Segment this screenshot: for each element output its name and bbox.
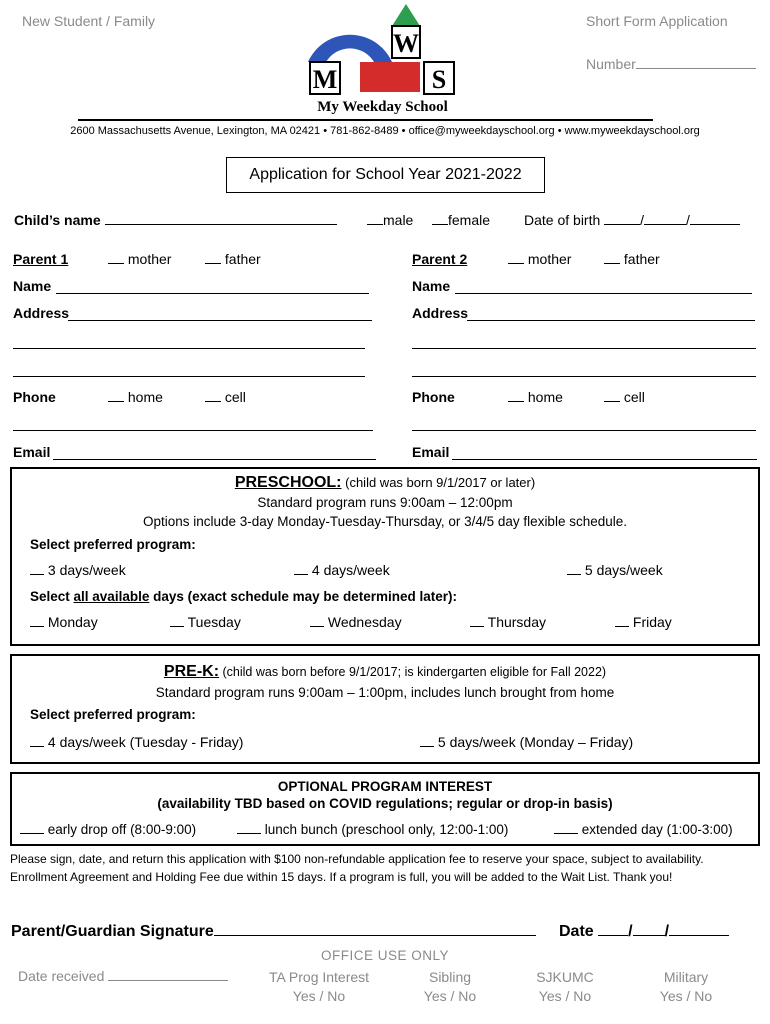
- parent1-address-line3[interactable]: [13, 376, 365, 377]
- male-label: male: [383, 212, 414, 228]
- date-of-birth-field[interactable]: Date of birth / /: [524, 212, 740, 228]
- preschool-wednesday-option[interactable]: [310, 614, 402, 630]
- military-label: Military: [663, 969, 709, 985]
- preschool-monday-option[interactable]: [30, 614, 98, 630]
- parent1-name-line[interactable]: [56, 293, 369, 294]
- parent1-father-label: father: [224, 251, 261, 267]
- prek-select-label: Select preferred program:: [30, 707, 196, 722]
- logo-letter-s: S: [431, 65, 447, 94]
- parent2-phone-line[interactable]: [412, 430, 756, 431]
- parent1-address-label: Address: [13, 305, 70, 321]
- lunch-bunch-option[interactable]: [237, 822, 508, 837]
- new-student-label: New Student / Family: [22, 13, 156, 29]
- military-value[interactable]: Yes / No: [659, 988, 713, 1004]
- wednesday-label: Wednesday: [327, 614, 402, 630]
- lunch-bunch-label: lunch bunch (preschool only, 12:00-1:00): [264, 822, 509, 837]
- office-use-heading: OFFICE USE ONLY: [320, 948, 450, 963]
- preschool-4days-label: 4 days/week: [311, 562, 390, 578]
- preschool-line2: Options include 3-day Monday-Tuesday-Thursday, or 3/4/5 day flexible schedule.: [142, 514, 627, 529]
- preschool-heading: PRESCHOOL:: [234, 474, 342, 491]
- preschool-5days-label: 5 days/week: [584, 562, 663, 578]
- thursday-label: Thursday: [487, 614, 546, 630]
- date-received-label: Date received: [18, 968, 105, 984]
- parent1-name-label: Name: [13, 278, 52, 294]
- logo-letter-w: W: [393, 29, 419, 58]
- parent2-home-option[interactable]: [508, 389, 563, 405]
- parent1-father-option[interactable]: [205, 251, 261, 267]
- parent1-address-line1[interactable]: [68, 320, 372, 321]
- parent1-address-line2[interactable]: [13, 348, 365, 349]
- parent1-phone-line[interactable]: [13, 430, 373, 431]
- logo-letter-m: M: [312, 65, 338, 94]
- early-drop-off-option[interactable]: [20, 822, 196, 837]
- preschool-days-label: Select all available days (exact schedule may be determined later):: [30, 589, 457, 604]
- ta-prog-interest-value[interactable]: Yes / No: [292, 988, 346, 1004]
- tuesday-label: Tuesday: [187, 614, 241, 630]
- friday-label: Friday: [632, 614, 672, 630]
- instructions-text: Please sign, date, and return this application with $100 non-refundable application fee to reserve your space, subject to availability. Enrollment Agreement and Holding Fee due within 15 days. If a program is full, you will be added to the Wait List. Thank you!: [10, 852, 704, 884]
- parent1-heading: Parent 1: [13, 251, 69, 267]
- preschool-3days-option[interactable]: [30, 562, 126, 578]
- preschool-thursday-option[interactable]: [470, 614, 546, 630]
- preschool-4days-option[interactable]: [294, 562, 390, 578]
- prek-heading-line: [10, 663, 760, 681]
- parent2-cell-option[interactable]: [604, 389, 645, 405]
- parent1-cell-label: cell: [224, 389, 246, 405]
- office-col-ta: [250, 968, 388, 1006]
- prek-line1: Standard program runs 9:00am – 1:00pm, includes lunch brought from home: [155, 685, 615, 700]
- prek-heading-note: (child was born before 9/1/2017; is kindergarten eligible for Fall 2022): [222, 665, 607, 679]
- parent2-name-label: Name: [412, 278, 451, 294]
- parent2-mother-option[interactable]: [508, 251, 571, 267]
- parent2-address-line1[interactable]: [467, 320, 755, 321]
- extended-day-label: extended day (1:00-3:00): [581, 822, 733, 837]
- preschool-line1: Standard program runs 9:00am – 12:00pm: [257, 495, 513, 510]
- parent2-home-label: home: [527, 389, 563, 405]
- signature-field[interactable]: [11, 923, 536, 941]
- preschool-select-label: Select preferred program:: [30, 537, 196, 552]
- office-col-sibling: [400, 968, 500, 1006]
- parent1-mother-label: mother: [127, 251, 172, 267]
- signature-label: Parent/Guardian Signature: [11, 923, 214, 940]
- early-drop-off-label: early drop off (8:00-9:00): [47, 822, 197, 837]
- prek-4days-option[interactable]: [30, 734, 243, 750]
- page-title: Application for School Year 2021-2022: [226, 157, 545, 193]
- ta-prog-interest-label: TA Prog Interest: [268, 969, 370, 985]
- sjkumc-value[interactable]: Yes / No: [538, 988, 592, 1004]
- number-label: Number: [586, 56, 636, 72]
- parent2-address-line3[interactable]: [412, 376, 756, 377]
- short-form-label: Short Form Application: [586, 13, 728, 29]
- parent2-email-line[interactable]: [452, 459, 757, 460]
- female-label: female: [448, 212, 491, 228]
- optional-subheading: (availability TBD based on COVID regulations; regular or drop-in basis): [157, 796, 613, 811]
- number-field[interactable]: [586, 56, 756, 72]
- parent2-heading: Parent 2: [412, 251, 468, 267]
- prek-4days-label: 4 days/week (Tuesday - Friday): [47, 734, 244, 750]
- parent1-cell-option[interactable]: [205, 389, 246, 405]
- office-col-sjkumc: [515, 968, 615, 1006]
- header-rule: [78, 119, 653, 121]
- child-name-field[interactable]: [14, 212, 337, 228]
- sibling-label: Sibling: [428, 969, 472, 985]
- parent2-address-label: Address: [412, 305, 469, 321]
- parent2-father-label: father: [623, 251, 660, 267]
- preschool-5days-option[interactable]: [567, 562, 663, 578]
- signature-date-field[interactable]: Date / /: [559, 923, 729, 941]
- date-received-field[interactable]: [18, 968, 228, 984]
- parent2-phone-label: Phone: [412, 389, 455, 405]
- preschool-heading-note: (child was born 9/1/2017 or later): [345, 475, 536, 490]
- parent1-email-label: Email: [13, 444, 51, 460]
- parent1-home-label: home: [127, 389, 163, 405]
- parent2-email-label: Email: [412, 444, 450, 460]
- parent1-email-line[interactable]: [53, 459, 376, 460]
- parent2-address-line2[interactable]: [412, 348, 756, 349]
- school-logo: [300, 2, 460, 98]
- parent2-cell-label: cell: [623, 389, 645, 405]
- parent1-mother-option[interactable]: [108, 251, 171, 267]
- parent2-name-line[interactable]: [455, 293, 752, 294]
- sibling-value[interactable]: Yes / No: [423, 988, 477, 1004]
- preschool-tuesday-option[interactable]: [170, 614, 241, 630]
- parent1-home-option[interactable]: [108, 389, 163, 405]
- prek-5days-label: 5 days/week (Monday – Friday): [437, 734, 634, 750]
- sjkumc-label: SJKUMC: [536, 969, 594, 985]
- parent2-mother-label: mother: [527, 251, 572, 267]
- child-name-label: Child’s name: [14, 212, 101, 228]
- monday-label: Monday: [47, 614, 98, 630]
- optional-heading: OPTIONAL PROGRAM INTEREST: [277, 779, 493, 794]
- prek-5days-option[interactable]: [420, 734, 633, 750]
- signature-date-label: Date: [559, 923, 594, 940]
- parent2-father-option[interactable]: [604, 251, 660, 267]
- school-name: My Weekday School: [317, 99, 448, 115]
- male-option[interactable]: [367, 212, 413, 228]
- preschool-heading-line: [10, 474, 760, 492]
- school-contact-line: 2600 Massachusetts Avenue, Lexington, MA 02421 • 781-862-8489 • office@myweekdayschool.org • www.myweekdayschool.org: [70, 125, 700, 137]
- dob-label: Date of birth: [524, 212, 601, 228]
- extended-day-option[interactable]: [554, 822, 733, 837]
- parent1-phone-label: Phone: [13, 389, 56, 405]
- prek-heading: PRE-K:: [163, 663, 220, 680]
- preschool-friday-option[interactable]: [615, 614, 672, 630]
- female-option[interactable]: [432, 212, 490, 228]
- office-col-military: [640, 968, 732, 1006]
- preschool-3days-label: 3 days/week: [47, 562, 126, 578]
